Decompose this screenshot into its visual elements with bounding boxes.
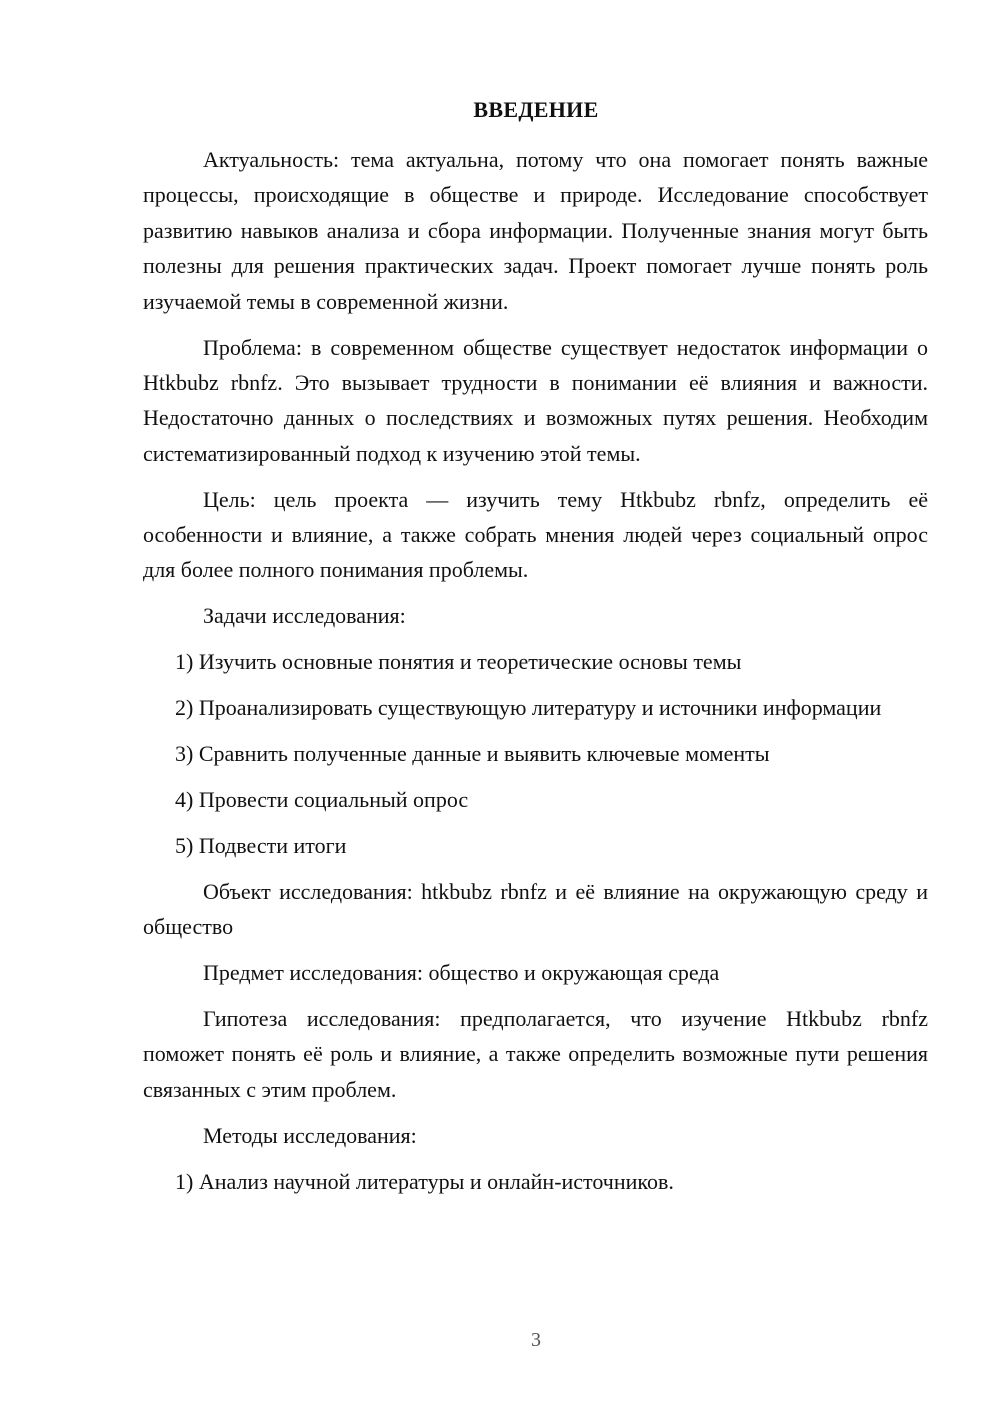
methods-heading: Методы исследования: <box>203 1122 417 1148</box>
task-item-4: 4) Провести социальный опрос <box>175 787 469 812</box>
paragraph-problem: Проблема: в современном обществе существует недостаток информации о Htkbubz rbnfz. Это вызывает трудности в понимании её влияния и важности. Недостаточно данных о последствиях и возможных путях решения. Необходим систематизированный подход к изучению этой темы. <box>143 334 928 466</box>
paragraph-object: Объект исследования: htkbubz rbnfz и её влияние на окружающую среду и общество <box>143 878 928 940</box>
tasks-heading: Задачи исследования: <box>203 603 406 629</box>
paragraph-goal: Цель: цель проекта — изучить тему Htkbubz rbnfz, определить её особенности и влияние, а также собрать мнения людей через социальный опрос для более полного понимания проблемы. <box>143 486 928 583</box>
task-item-5: 5) Подвести итоги <box>175 832 347 858</box>
task-item-2: 2) Проанализировать существующую литературу и источники информации <box>175 695 882 721</box>
paragraph-relevance: Актуальность: тема актуальна, потому что она помогает понять важные процессы, происходящие в обществе и природе. Исследование способствует развитию навыков анализа и сбора информации. Полученные знания могут быть полезны для решения практических задач. Проект помогает лучше понять роль изучаемой темы в современной жизни. <box>143 147 928 314</box>
task-item-1: 1) Изучить основные понятия и теоретические основы темы <box>175 649 742 675</box>
task-item-3: 3) Сравнить полученные данные и выявить ключевые моменты <box>175 741 770 767</box>
paragraph-subject: Предмет исследования: общество и окружающая среда <box>203 960 720 986</box>
page-title: ВВЕДЕНИЕ <box>473 97 599 122</box>
method-item-1: 1) Анализ научной литературы и онлайн-источников. <box>175 1168 674 1194</box>
document-body <box>143 142 928 1210</box>
page-number: 3 <box>531 1329 541 1351</box>
paragraph-hypothesis: Гипотеза исследования: предполагается, что изучение Htkbubz rbnfz поможет понять её роль и влияние, а также определить возможные пути решения связанных с этим проблем. <box>143 1006 928 1102</box>
